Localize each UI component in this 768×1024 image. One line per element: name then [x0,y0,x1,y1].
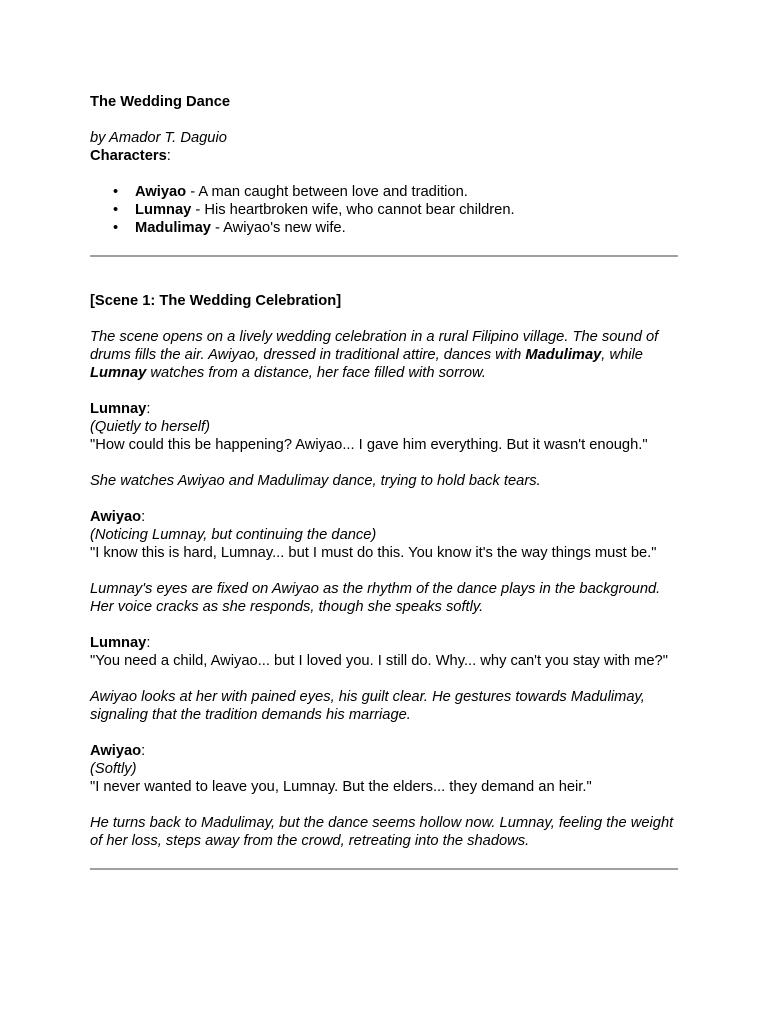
dialogue-line: "I never wanted to leave you, Lumnay. But the elders... they demand an heir." [90,779,592,795]
speaker-name: Awiyao [90,743,142,759]
bullet-icon: • [113,184,119,200]
stage-text: , while [601,347,643,363]
speaker-colon: : [141,743,146,759]
parenthetical: (Quietly to herself) [90,419,210,435]
character-desc: - His heartbroken wife, who cannot bear children. [191,202,515,218]
speaker-line [90,508,678,526]
speaker-line [90,742,678,760]
section-divider [90,868,678,870]
stage-direction-3: Lumnay's eyes are fixed on Awiyao as the rhythm of the dance plays in the background. Her voice cracks as she responds, though she speaks softly. [90,581,661,615]
stage-direction-5: He turns back to Madulimay, but the dance seems hollow now. Lumnay, feeling the weight of her loss, steps away from the crowd, retreating into the shadows. [90,815,674,849]
author-line: by Amador T. Daguio [90,130,227,146]
character-name: Awiyao [135,184,187,200]
characters-heading: Characters [90,148,167,164]
parenthetical: (Noticing Lumnay, but continuing the dance) [90,527,377,543]
speaker-line [90,400,678,418]
dialogue-block-1 [90,400,678,454]
character-item-awiyao [90,183,678,201]
document-title: The Wedding Dance [90,94,231,110]
character-name: Lumnay [135,202,192,218]
dialogue-block-3 [90,634,678,670]
character-item-lumnay [90,201,678,219]
speaker-name: Lumnay [90,635,147,651]
characters-heading-line [90,147,678,165]
stage-direction-2: She watches Awiyao and Madulimay dance, trying to hold back tears. [90,473,541,489]
character-name: Madulimay [135,220,211,236]
bullet-icon: • [113,220,119,236]
stage-text: The scene opens on a lively wedding celebration in a rural Filipino village. The sound of drums fills the air. Awiyao, dressed in traditional attire, dances with [90,329,659,363]
characters-colon: : [166,148,171,164]
section-divider [90,255,678,257]
document-page [90,93,678,870]
speaker-colon: : [141,509,146,525]
stage-text: watches from a distance, her face filled with sorrow. [146,365,486,381]
dialogue-line: "You need a child, Awiyao... but I loved you. I still do. Why... why can't you stay with me?" [90,653,668,669]
speaker-line [90,634,678,652]
character-item-madulimay [90,219,678,237]
dialogue-line: "I know this is hard, Lumnay... but I must do this. You know it's the way things must be." [90,545,657,561]
speaker-colon: : [146,635,151,651]
scene-heading: [Scene 1: The Wedding Celebration] [90,293,342,309]
stage-direction-4: Awiyao looks at her with pained eyes, his guilt clear. He gestures towards Madulimay, signaling that the tradition demands his marriage. [90,689,645,723]
character-list [90,183,678,237]
character-desc: - Awiyao's new wife. [210,220,346,236]
dialogue-block-4 [90,742,678,796]
parenthetical: (Softly) [90,761,137,777]
dialogue-line: "How could this be happening? Awiyao... I gave him everything. But it wasn't enough." [90,437,648,453]
stage-bold-name: Lumnay [90,365,147,381]
speaker-name: Awiyao [90,509,142,525]
character-desc: - A man caught between love and tradition. [186,184,468,200]
stage-bold-name: Madulimay [525,347,602,363]
speaker-colon: : [146,401,151,417]
stage-direction-opening [90,328,678,382]
speaker-name: Lumnay [90,401,147,417]
dialogue-block-2 [90,508,678,562]
bullet-icon: • [113,202,119,218]
